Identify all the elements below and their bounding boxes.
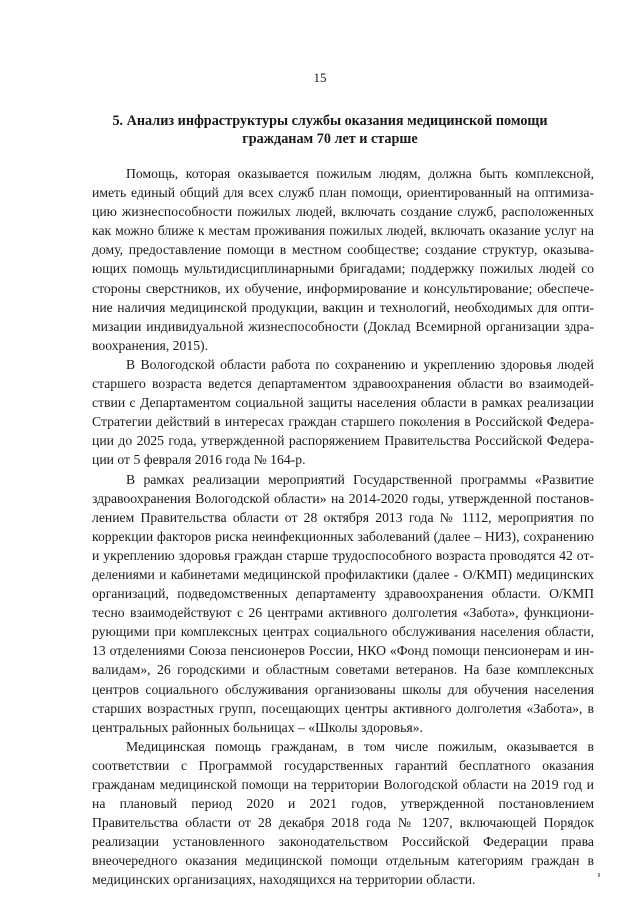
section-heading (90, 112, 570, 148)
page-number: 15 (313, 70, 327, 85)
section-heading-line-2: гражданам 70 лет и старше (242, 131, 418, 147)
scan-mark (598, 873, 600, 877)
paragraph-1: Помощь, которая оказывается пожилым людям, должна быть комплексной, иметь единый общий для всех служб план помощи, ориентированный на оптимизацию жизнеспособности пожилых людей, включать создание служб, расположенных как можно ближе к местам проживания пожилых людей, включать оказание услуг на дому, предоставление помощи в местном сообществе; создание структур, оказывающих помощь мультидисциплинарными бригадами; поддержку пожилых людей со стороны сверстников, их обучение, информирование и консультирование; обеспечение наличия медицинской продукции, вакцин и технологий, необходимых для оптимизации индивидуальной жизнеспособности (Доклад Всемирной организации здравоохранения, 2015). (92, 166, 594, 353)
document-body (92, 164, 594, 889)
section-heading-line-1: 5. Анализ инфраструктуры службы оказания медицинской помощи (112, 113, 548, 129)
paragraph-3: В рамках реализации мероприятий Государственной программы «Развитие здравоохранения Вологодской области» на 2014-2020 годы, утвержденной постановлением Правительства области от 28 октября 2013 года № 1112, мероприятия по коррекции факторов риска неинфекционных заболеваний (далее – НИЗ), сохранению и укреплению здоровья граждан старше трудоспособного возраста проводятся 42 отделениями и кабинетами медицинской профилактики (далее - О/КМП) медицинских организаций, подведомственных департаменту здравоохранения области. О/КМП тесно взаимодействуют с 26 центрами активного долголетия «Забота», функционирующими при комплексных центрах социального обслуживания населения области, 13 отделениями Союза пенсионеров России, НКО «Фонд помощи пенсионерам и инвалидам», 26 городскими и областным советами ветеранов. На базе комплексных центров социального обслуживания организованы школы для обучения населения старших возрастных групп, посещающих центры активного долголетия «Забота», в центральных районных больницах – «Школы здоровья». (92, 471, 594, 735)
paragraph-2: В Вологодской области работа по сохранению и укреплению здоровья людей старшего возраста ведется департаментом здравоохранения области во взаимодействии с Департаментом социальной защиты населения области в рамках реализации Стратегии действий в интересах граждан старшего поколения в Российской Федерации до 2025 года, утвержденной распоряжением Правительства Российской Федерации от 5 февраля 2016 года № 164-р. (92, 356, 594, 468)
paragraph-4: Медицинская помощь гражданам, в том числе пожилым, оказывается в соответствии с Программой государственных гарантий бесплатного оказания гражданам медицинской помощи на территории Вологодской области на 2019 год и на плановый период 2020 и 2021 годов, утвержденной постановлением Правительства области от 28 декабря 2018 года № 1207, включающей Порядок реализации установленного законодательством Российской Федерации права внеочередного оказания медицинской помощи отдельным категориям граждан в медицинских организациях, находящихся на территории области. (92, 738, 594, 887)
